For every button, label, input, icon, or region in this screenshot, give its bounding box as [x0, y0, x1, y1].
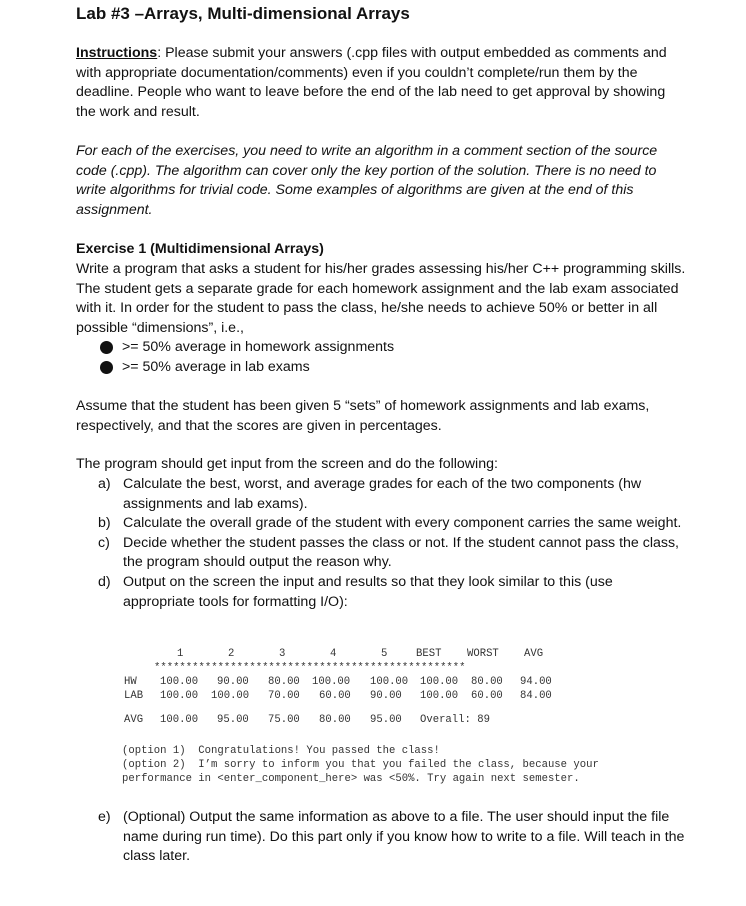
sample-output-table [122, 648, 682, 728]
col-header: AVG [524, 648, 544, 660]
option2-message: (option 2) I’m sorry to inform you that you failed the class, because your [122, 759, 599, 771]
page-title: Lab #3 –Arrays, Multi-dimensional Arrays [76, 4, 410, 23]
col-header: 5 [381, 648, 388, 660]
col-header: WORST [467, 648, 499, 660]
avg-row: AVG 100.00 95.00 75.00 80.00 95.00 Overall: 89 [124, 714, 490, 726]
instructions-paragraph [76, 44, 686, 122]
program-intro: The program should get input from the screen and do the following: [76, 456, 498, 472]
task-item-e: e) (Optional) Output the same information as above to a file. The user should input the file name during run time). Do this part only if you know how to write to a file. Will teach in the class later. [98, 809, 685, 865]
task-item-b: b) Calculate the overall grade of the student with every component carries the same weight. [98, 515, 682, 532]
bullet-icon [100, 341, 113, 354]
exercise1-intro: Write a program that asks a student for his/her grades assessing his/her C++ programming skills. The student gets a separate grade for each homework assignment and the lab exam associated with it. In order for the student to pass the class, he/she needs to achieve 50% or better in all possible “dimensions”, i.e., [76, 261, 686, 336]
requirements-list [100, 338, 394, 377]
col-header: 3 [279, 648, 286, 660]
table-row: LAB 100.00 100.00 70.00 60.00 90.00 100.00 60.00 84.00 [124, 690, 552, 702]
col-header: BEST [416, 648, 442, 660]
instructions-text: : Please submit your answers (.cpp files with output embedded as comments and with appropriate documentation/comments) even if you couldn’t complete/run them by the deadline. People who want to leave before the end of the lab need to get approval by showing the work and result. [76, 45, 667, 120]
task-item-c: c) Decide whether the student passes the class or not. If the student cannot pass the class, the program should output the reason why. [98, 534, 680, 571]
task-list [98, 475, 686, 612]
col-header: 2 [228, 648, 235, 660]
col-header: 4 [330, 648, 337, 660]
option1-message: (option 1) Congratulations! You passed the class! [122, 745, 440, 757]
table-header-row [122, 648, 682, 662]
bullet-icon [100, 361, 113, 374]
table-row: HW 100.00 90.00 80.00 100.00 100.00 100.00 80.00 94.00 [124, 676, 552, 688]
col-header: 1 [177, 648, 184, 660]
task-list-optional [98, 808, 686, 867]
list-item: >= 50% average in lab exams [100, 358, 394, 378]
option2-message-cont: performance in <enter_component_here> was <50%. Try again next semester. [122, 773, 580, 785]
assumption-paragraph: Assume that the student has been given 5 “sets” of homework assignments and lab exams, respectively, and that the scores are given in percentages. [76, 398, 650, 434]
instructions-label: Instructions [76, 45, 158, 61]
list-item: >= 50% average in homework assignments [100, 338, 394, 358]
task-item-d: d) Output on the screen the input and results so that they look similar to this (use appropriate tools for formatting I/O): [98, 573, 613, 610]
stars-divider: ************************************************* [154, 662, 466, 674]
task-item-a: a) Calculate the best, worst, and average grades for each of the two components (hw assignments and lab exams). [98, 476, 642, 512]
algorithm-note: For each of the exercises, you need to write an algorithm in a comment section of the source code (.cpp). The algorithm can cover only the key portion of the solution. There is no need to write algorithms for trivial code. Some examples of algorithms are given at the end of this assignment. [76, 143, 658, 218]
exercise1-heading: Exercise 1 (Multidimensional Arrays) [76, 241, 324, 257]
